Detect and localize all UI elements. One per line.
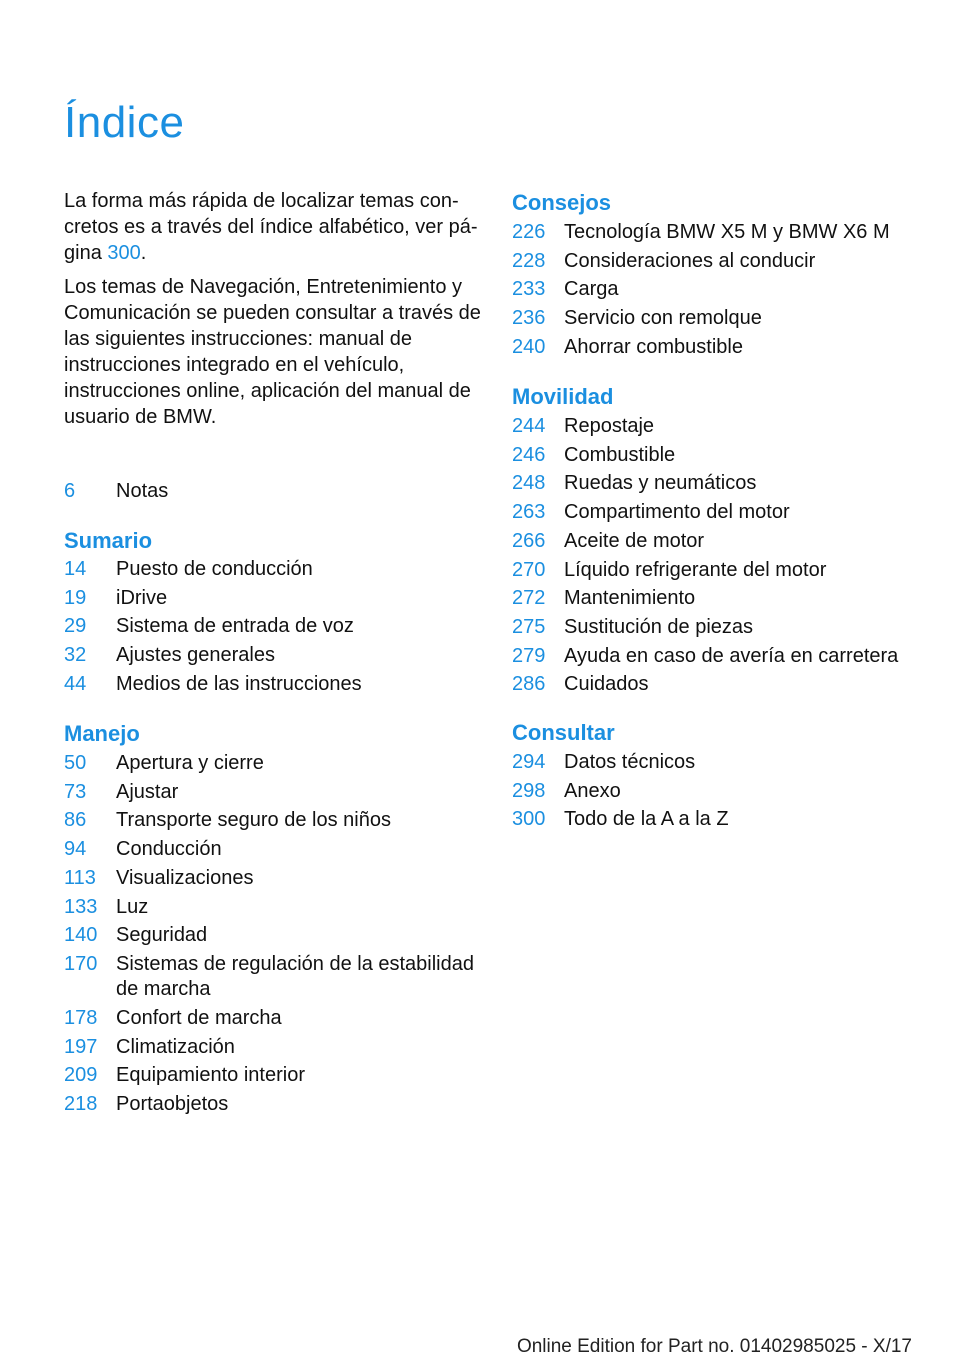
toc-page-number: 73 bbox=[64, 780, 87, 803]
toc-page-number: 218 bbox=[64, 1093, 98, 1115]
toc-page-number: 29 bbox=[64, 615, 87, 638]
toc-page-number: 244 bbox=[512, 415, 546, 437]
toc-label: Apertura y cierre bbox=[116, 752, 264, 774]
toc-page-number: 270 bbox=[512, 558, 546, 581]
footer-text: Online Edition for Part no. 01402985025 - X/17 bbox=[516, 1336, 912, 1357]
toc-page-number: 94 bbox=[64, 838, 87, 861]
toc-label: Aceite de motor bbox=[564, 529, 705, 552]
toc-page-number: 6 bbox=[64, 480, 76, 502]
toc-page-number: 246 bbox=[512, 443, 546, 466]
footer-edition bbox=[0, 1336, 960, 1358]
toc-page-number: 236 bbox=[512, 307, 546, 330]
toc-label: Ruedas y neumáticos bbox=[564, 472, 757, 495]
toc-page-number: 19 bbox=[64, 586, 87, 609]
toc-label: Equipamiento interior bbox=[116, 1064, 305, 1087]
toc-page-number: 275 bbox=[512, 615, 546, 638]
toc-label: Seguridad bbox=[116, 924, 208, 947]
toc-label: Compartimento del motor bbox=[564, 501, 790, 524]
toc-label: Sistema de entrada de voz bbox=[116, 615, 354, 638]
toc-label: Visualizaciones bbox=[116, 866, 254, 889]
toc-page-number: 226 bbox=[512, 221, 546, 243]
toc-page-number: 300 bbox=[512, 808, 546, 831]
toc-page-number: 286 bbox=[512, 673, 546, 696]
toc-label: Tecnología BMW X5 M y BMW X6 M bbox=[564, 221, 890, 243]
toc-label: Ajustar bbox=[116, 780, 179, 803]
toc-page-number: 298 bbox=[512, 779, 546, 802]
section-title-movilidad: Movilidad bbox=[512, 384, 614, 409]
index-page-link[interactable]: 300 bbox=[107, 242, 141, 264]
section-title-consejos: Consejos bbox=[512, 190, 612, 215]
toc-page-number: 294 bbox=[512, 751, 546, 773]
intro-text-1: La forma más rápida de localizar temas con‑ cretos es a través del índice alfabético, ver pá‑ gina bbox=[64, 190, 478, 264]
toc-page-number: 50 bbox=[64, 752, 87, 774]
toc-page-number: 140 bbox=[64, 924, 98, 947]
toc-label: Servicio con remolque bbox=[564, 307, 762, 330]
toc-label: Sustitución de piezas bbox=[564, 615, 754, 638]
toc-page-number: 248 bbox=[512, 472, 546, 495]
toc-label: Confort de marcha bbox=[116, 1006, 282, 1029]
intro-text bbox=[64, 188, 484, 438]
toc-label: Carga bbox=[564, 278, 619, 301]
toc-label: Mantenimiento bbox=[564, 587, 696, 610]
toc-page-number: 209 bbox=[64, 1064, 98, 1087]
toc-label: Anexo bbox=[564, 779, 621, 802]
toc-label: Líquido refrigerante del motor bbox=[564, 558, 827, 581]
toc-label: Ahorrar combustible bbox=[564, 335, 743, 358]
toc-label: Medios de las instrucciones bbox=[116, 672, 362, 695]
toc-label: Notas bbox=[116, 480, 169, 502]
page-title: Índice bbox=[64, 98, 185, 147]
toc-page-number: 197 bbox=[64, 1035, 98, 1058]
toc-label: Ayuda en caso de avería en carretera bbox=[564, 644, 899, 667]
toc-label: Consideraciones al conducir bbox=[564, 249, 816, 272]
toc-label: Datos técnicos bbox=[564, 751, 696, 773]
toc-page-number: 266 bbox=[512, 529, 546, 552]
toc-page-number: 272 bbox=[512, 587, 546, 610]
section-title-sumario: Sumario bbox=[64, 528, 153, 553]
toc-label: iDrive bbox=[116, 586, 168, 609]
toc-page-number: 240 bbox=[512, 335, 546, 358]
section-title-consultar: Consultar bbox=[512, 720, 615, 745]
intro-period: . bbox=[140, 242, 147, 264]
toc-page-number: 233 bbox=[512, 278, 546, 301]
toc-page-number: 263 bbox=[512, 501, 546, 524]
toc-label: Combustible bbox=[564, 443, 676, 466]
toc-label: Ajustes generales bbox=[116, 644, 275, 667]
toc-page-number: 170 bbox=[64, 952, 98, 975]
toc-page-number: 228 bbox=[512, 249, 546, 272]
intro-paragraph-1 bbox=[64, 188, 484, 266]
intro-paragraph-2: Los temas de Navegación, Entretenimiento y Comunicación se pueden consultar a través de las siguientes instrucciones: manual de instrucciones integrado en el vehículo, instrucciones online, aplicación del manual de usuario de BMW. bbox=[64, 276, 481, 428]
toc-label: Luz bbox=[116, 895, 149, 918]
toc-page-number: 279 bbox=[512, 644, 546, 667]
toc-label: Transporte seguro de los niños bbox=[116, 809, 391, 832]
toc-label: Repostaje bbox=[564, 415, 655, 437]
toc-page-number: 178 bbox=[64, 1006, 98, 1029]
toc-page-number: 44 bbox=[64, 672, 87, 695]
toc-page-number: 32 bbox=[64, 644, 87, 667]
toc-label: Conducción bbox=[116, 838, 222, 861]
toc-label: Cuidados bbox=[564, 673, 649, 696]
toc-page-number: 133 bbox=[64, 895, 98, 918]
toc-page-number: 14 bbox=[64, 558, 87, 580]
toc-label: Puesto de conducción bbox=[116, 558, 313, 580]
toc-label: Todo de la A a la Z bbox=[564, 808, 729, 831]
section-title-manejo: Manejo bbox=[64, 721, 140, 746]
toc-page-number: 113 bbox=[64, 866, 96, 889]
toc-label: Climatización bbox=[116, 1035, 235, 1058]
toc-label: Sistemas de regulación de la estabilidad de marcha bbox=[116, 952, 474, 1000]
toc-label: Portaobjetos bbox=[116, 1093, 229, 1115]
toc-page-number: 86 bbox=[64, 809, 87, 832]
